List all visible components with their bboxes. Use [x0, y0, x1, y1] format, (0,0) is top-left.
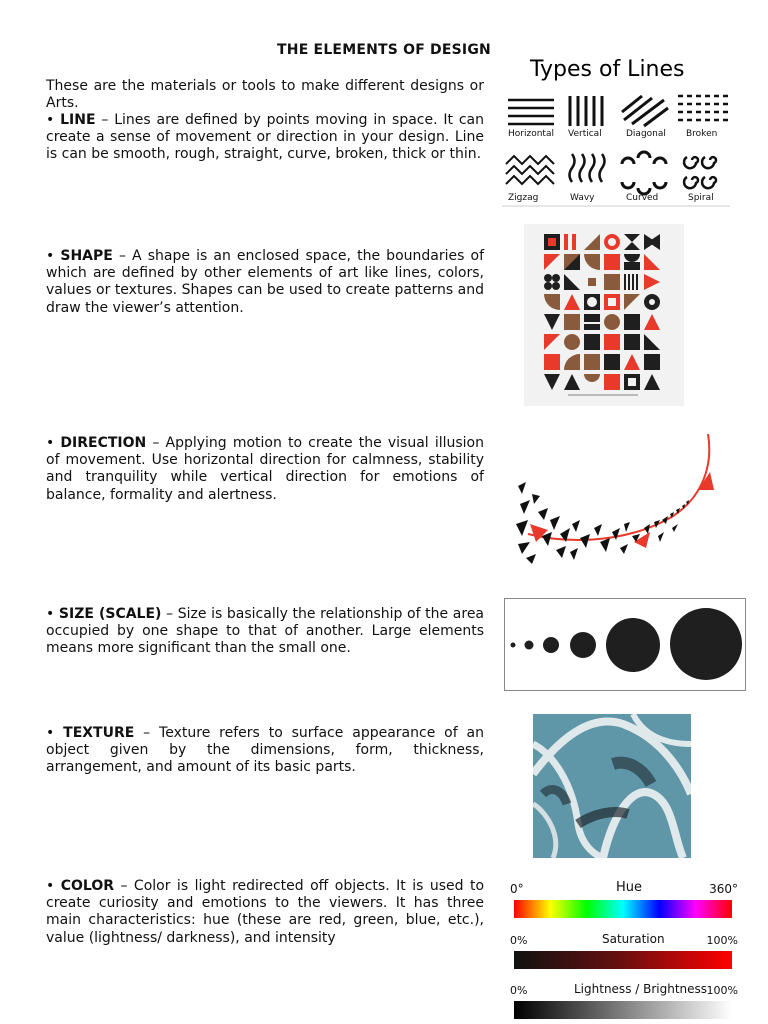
saturation-min-label: 0%: [510, 934, 528, 947]
size-scale-image: [504, 598, 746, 691]
intro-paragraph: These are the materials or tools to make different designs or Arts.: [46, 78, 484, 112]
lightness-title: Lightness / Brightness: [574, 982, 708, 996]
section-text: – Texture refers to surface appearance of an object given by the dimensions, form, thickness, arrangement, and amount of its basic parts.: [46, 725, 484, 776]
bullet: •: [46, 878, 55, 894]
horizontal-lines: [508, 100, 554, 124]
section-direction: [46, 435, 484, 504]
zigzag-lines: [506, 156, 554, 184]
label-zigzag: Zigzag: [508, 193, 539, 203]
color-scales-image: [504, 878, 742, 1024]
hue-min-label: 0°: [510, 882, 524, 896]
lightness-min-label: 0%: [510, 984, 528, 997]
section-color: [46, 878, 484, 947]
saturation-gradient-bar: [514, 951, 732, 969]
vertical-lines: [570, 96, 602, 126]
section-heading: DIRECTION: [60, 435, 147, 451]
section-heading: SIZE (SCALE): [58, 606, 162, 622]
section-text: – Color is light redirected off objects. It is used to create curiosity and emotions to the viewers. It has three main characteristics: hue (these are red, green, blue, etc.), value (lightness/ darkness), and intensity: [46, 878, 485, 946]
section-text: – Size is basically the relationship of the area occupied by one shape to that of another. Large elements means more significant than the small one.: [46, 606, 485, 657]
hue-max-label: 360°: [709, 882, 738, 896]
section-heading: SHAPE: [60, 248, 113, 264]
shape-poster-image: [524, 224, 684, 406]
direction-image: [508, 424, 722, 564]
bullet: •: [46, 725, 55, 741]
section-shape: [46, 248, 484, 317]
label-wavy: Wavy: [570, 193, 595, 203]
label-vertical: Vertical: [568, 129, 602, 139]
types-of-lines-figure: [502, 48, 730, 208]
bullet: •: [46, 248, 55, 264]
size-circles-illustration: [505, 599, 745, 690]
section-heading: TEXTURE: [63, 725, 135, 741]
label-spiral: Spiral: [688, 193, 714, 203]
label-curved: Curved: [626, 193, 659, 203]
diagonal-lines: [622, 96, 668, 126]
broken-lines: [678, 96, 728, 120]
bullet: •: [46, 606, 55, 622]
section-heading: COLOR: [60, 878, 115, 894]
section-text: – A shape is an enclosed space, the boundaries of which are defined by other elements of art like lines, colors, values or textures. Shapes can be used to create patterns and draw the viewer’s attention.: [46, 248, 484, 316]
texture-illustration: [533, 714, 691, 858]
figure-title: Types of Lines: [530, 57, 685, 82]
saturation-max-label: 100%: [706, 934, 738, 947]
direction-illustration: [508, 424, 722, 564]
label-broken: Broken: [686, 129, 718, 139]
hue-title: Hue: [616, 880, 643, 895]
hue-gradient-bar: [514, 900, 732, 918]
section-line: [46, 112, 484, 164]
label-diagonal: Diagonal: [626, 129, 666, 139]
section-text: – Lines are defined by points moving in space. It can create a sense of movement or direction in your design. Line is can be smooth, rough, straight, curve, broken, thick or thin.: [46, 112, 484, 163]
bullet: •: [46, 112, 55, 128]
line-type-labels-2: [508, 193, 714, 203]
shape-pattern-illustration: [524, 224, 684, 406]
section-heading: LINE: [60, 112, 96, 128]
section-texture: [46, 725, 484, 777]
saturation-title: Saturation: [602, 932, 665, 946]
curved-lines: [622, 152, 666, 194]
bullet: •: [46, 435, 55, 451]
line-type-labels: [508, 129, 717, 139]
wavy-lines: [570, 154, 605, 182]
section-size: [46, 606, 484, 658]
texture-image: [533, 714, 691, 858]
spiral-lines: [684, 157, 716, 188]
lightness-gradient-bar: [514, 1001, 732, 1019]
page-title: THE ELEMENTS OF DESIGN: [277, 42, 491, 58]
types-of-lines-illustration: [502, 48, 730, 208]
label-horizontal: Horizontal: [508, 129, 554, 139]
section-text: – Applying motion to create the visual illusion of movement. Use horizontal direction for calmness, stability and tranquility while vertical direction for emotions of balance, formality and alertness.: [46, 435, 484, 503]
lightness-max-label: 100%: [706, 984, 738, 997]
